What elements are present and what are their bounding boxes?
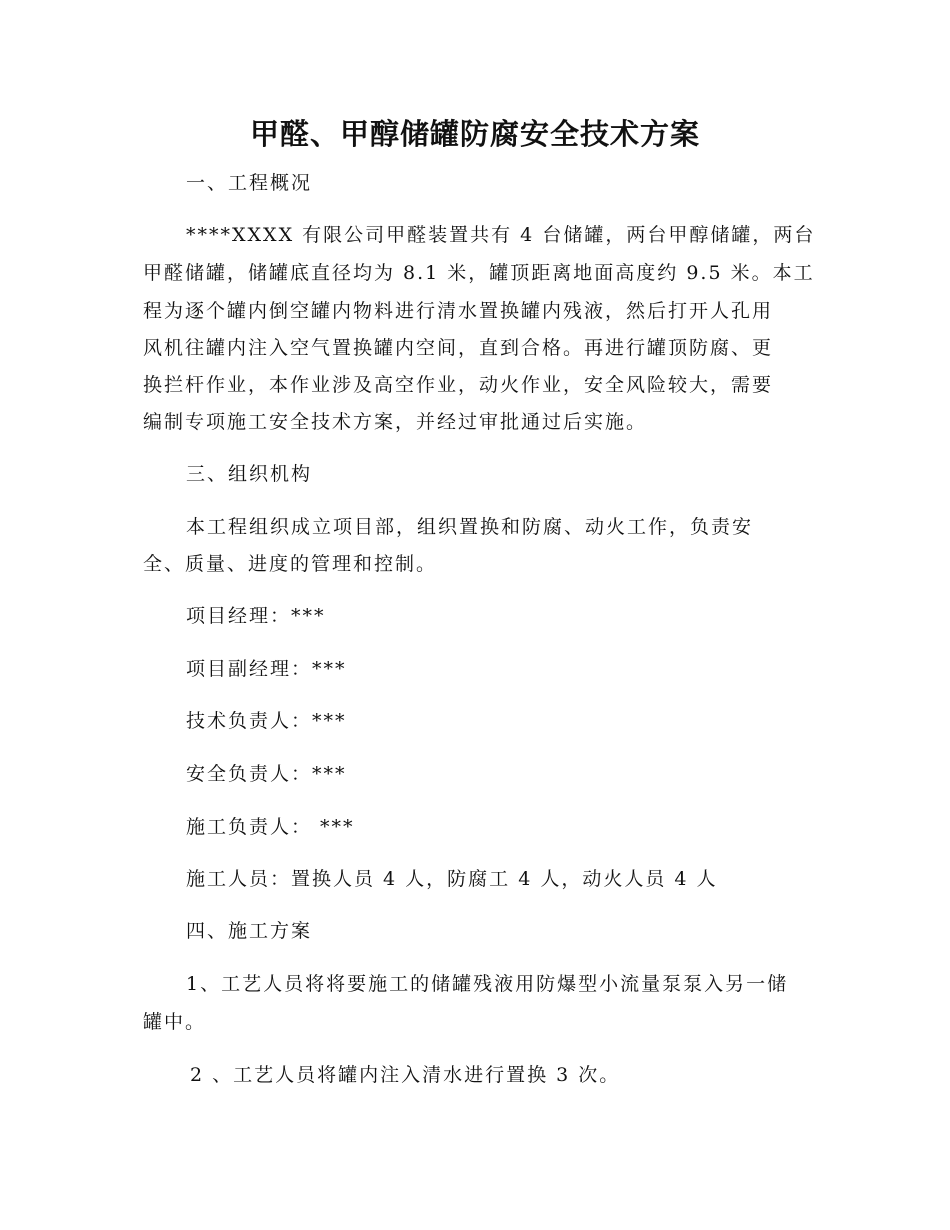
document-title: 甲醛、甲醇储罐防腐安全技术方案	[249, 117, 700, 151]
plan-item-line: 罐中。	[143, 1011, 207, 1033]
overview-paragraph-line: 编制专项施工安全技术方案，并经过审批通过后实施。	[143, 411, 648, 433]
plan-item-line: 1、工艺人员将将要施工的储罐残液用防爆型小流量泵泵入另一储	[186, 973, 789, 995]
overview-heading: 一、工程概况	[186, 172, 313, 194]
overview-paragraph-line: 换拦杆作业，本作业涉及高空作业，动火作业，安全风险较大，需要	[143, 374, 774, 396]
overview-paragraph-line: 风机往罐内注入空气置换罐内空间，直到合格。再进行罐顶防腐、更	[143, 337, 774, 359]
staff-safety-lead: 安全负责人：***	[186, 763, 347, 785]
org-heading: 三、组织机构	[186, 463, 313, 485]
overview-paragraph-line: 甲醛储罐，储罐底直径均为 8.1 米，罐顶距离地面高度约 9.5 米。本工	[143, 262, 815, 284]
org-paragraph-line: 本工程组织成立项目部，组织置换和防腐、动火工作，负责安	[186, 516, 754, 538]
plan-item-2: 2 、工艺人员将罐内注入清水进行置换 3 次。	[190, 1064, 621, 1086]
staff-project-manager: 项目经理：***	[186, 605, 326, 627]
staff-construction-lead: 施工负责人： ***	[186, 816, 355, 838]
overview-paragraph-line: 程为逐个罐内倒空罐内物料进行清水置换罐内残液，然后打开人孔用	[143, 300, 774, 322]
staff-deputy-manager: 项目副经理：***	[186, 658, 347, 680]
plan-heading: 四、施工方案	[186, 920, 313, 942]
overview-paragraph-line: ****XXXX 有限公司甲醛装置共有 4 台储罐，两台甲醇储罐，两台	[186, 224, 816, 246]
staff-technical-lead: 技术负责人：***	[186, 710, 347, 732]
org-paragraph-line: 全、质量、进度的管理和控制。	[143, 553, 438, 575]
staff-workers: 施工人员：置换人员 4 人，防腐工 4 人，动火人员 4 人	[186, 868, 718, 890]
